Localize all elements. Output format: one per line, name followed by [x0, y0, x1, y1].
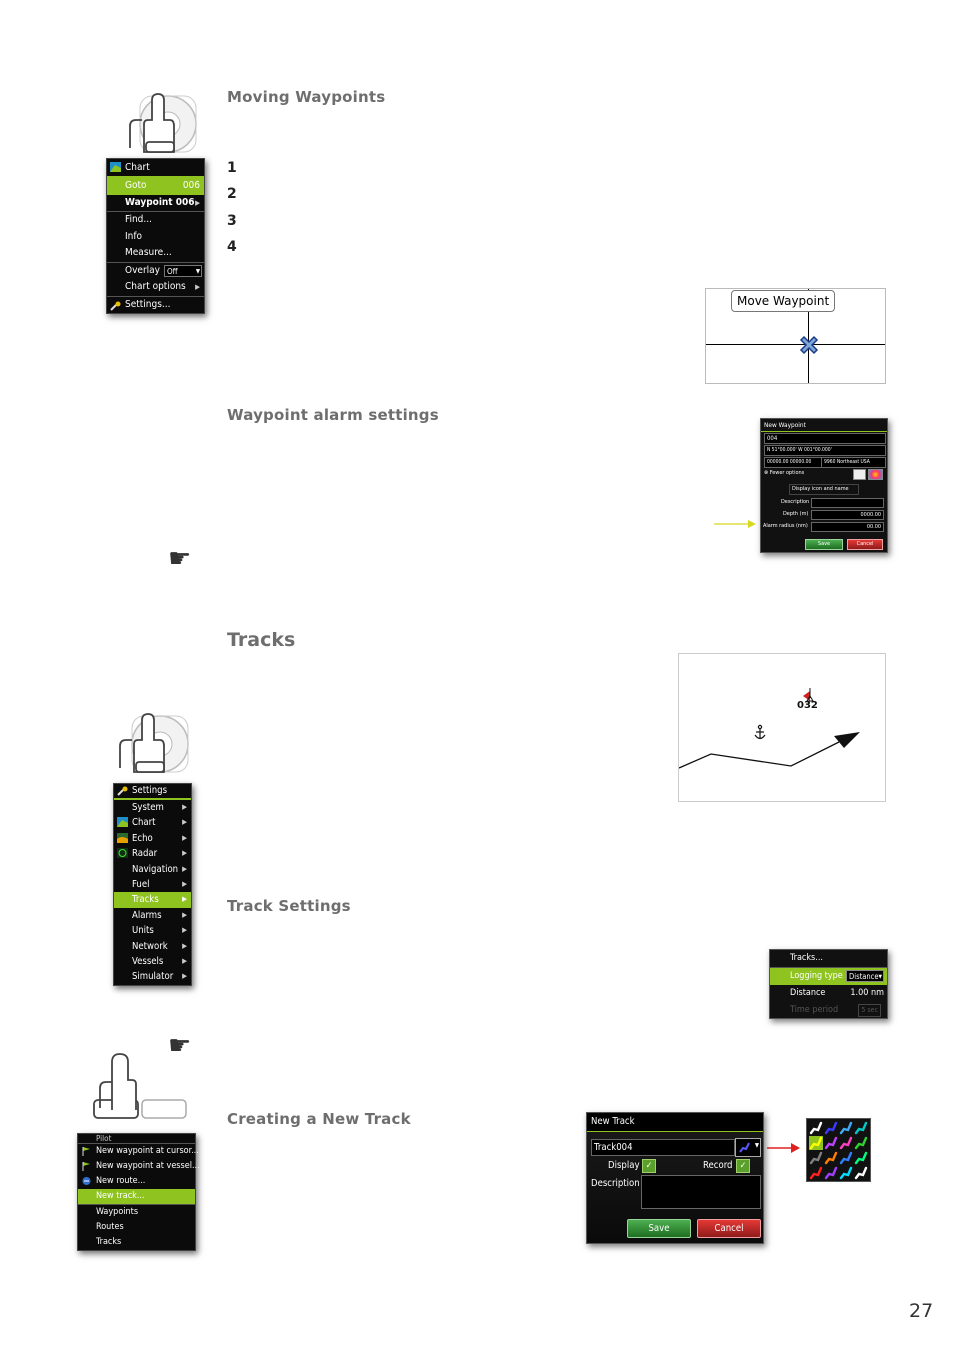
echo-icon [117, 833, 128, 843]
settings-item-alarms[interactable] [114, 908, 191, 923]
track-color-swatch[interactable] [811, 1168, 821, 1178]
step-number-3: 3 [227, 213, 237, 229]
menu-item-waypoint[interactable] [107, 195, 204, 212]
track-cancel-button[interactable] [697, 1219, 761, 1238]
track-color-swatch[interactable] [826, 1168, 836, 1178]
pilot-item-label: New route... [96, 1176, 146, 1186]
chevron-right-icon: ▶ [195, 283, 200, 291]
overlay-value: Off [167, 266, 178, 276]
track-color-swatch[interactable] [856, 1153, 866, 1163]
track-color-swatch[interactable] [826, 1153, 836, 1163]
track-color-select[interactable] [735, 1138, 761, 1157]
moving-waypoints-heading: Moving Waypoints [227, 88, 386, 106]
chevron-right-icon: ▶ [182, 956, 187, 965]
menu-item-label: Chart options [125, 281, 186, 292]
chart-menu-title: Chart [125, 162, 150, 173]
track-settings-panel [769, 949, 888, 1019]
pilot-menu-header [78, 1134, 195, 1144]
menu-item-label: Waypoint 006 [125, 196, 195, 208]
display-checkbox[interactable] [642, 1159, 656, 1173]
logging-type-row[interactable] [770, 968, 887, 985]
fewer-options-label: Fewer options [769, 470, 805, 476]
overlay-select[interactable] [164, 265, 202, 277]
anchor-icon [755, 725, 765, 738]
chart-menu [106, 158, 205, 314]
waypoint-name-field[interactable] [764, 433, 886, 444]
display-value: Display icon and name [792, 486, 849, 492]
waypoint-icon-picker[interactable] [853, 469, 866, 480]
track-name-field[interactable] [591, 1139, 735, 1156]
wrench-icon [117, 786, 128, 796]
settings-item-navigation[interactable] [114, 862, 191, 877]
waypoint-coords-field[interactable] [764, 457, 823, 468]
menu-item-label: Info [125, 230, 143, 242]
menu-item-label: Goto [125, 180, 147, 191]
step-number-4: 4 [227, 239, 237, 255]
chevron-right-icon: ▶ [182, 833, 187, 842]
radar-icon [117, 848, 128, 858]
logging-type-value: Distance [849, 972, 879, 981]
chevron-right-icon: ▶ [182, 849, 187, 858]
move-waypoint-map [705, 288, 886, 384]
menu-item-find[interactable] [107, 211, 204, 229]
chart-icon [110, 162, 121, 172]
button-press-icon [92, 1052, 188, 1122]
rotary-knob-press-icon [122, 90, 202, 156]
distance-value: 1.00 nm [850, 988, 884, 998]
save-button[interactable] [805, 539, 843, 550]
new-track-title-text: New Track [591, 1116, 635, 1127]
distance-row[interactable] [770, 985, 887, 1002]
depth-field[interactable] [811, 510, 884, 520]
track-color-swatch[interactable] [841, 1168, 851, 1178]
settings-item-label: Chart [132, 817, 156, 829]
track-line-drawing [679, 654, 885, 801]
crosshair-horizontal [706, 344, 886, 345]
track-save-button[interactable] [627, 1219, 691, 1238]
pointing-hand-note-icon: ☛ [168, 1031, 192, 1061]
record-label: Record [703, 1160, 733, 1171]
track-chart-view [678, 653, 886, 802]
tracks-panel-title [770, 950, 887, 968]
track-color-swatch[interactable] [811, 1153, 821, 1163]
tracks-heading: Tracks [227, 629, 296, 651]
chevron-right-icon: ▶ [182, 926, 187, 935]
track-save-label: Save [648, 1223, 670, 1234]
pilot-item-waypoints[interactable] [78, 1204, 195, 1220]
track-style-icon [738, 1141, 751, 1154]
settings-item-vessels[interactable] [114, 954, 191, 969]
waypoint-flag-icon [81, 1146, 92, 1156]
alarm-radius-field[interactable] [811, 522, 884, 532]
track-color-swatch[interactable] [856, 1123, 866, 1133]
dialog-title: New Waypoint [761, 419, 887, 432]
alarm-radius-label: Alarm radius (nm) [763, 523, 808, 529]
distance-label: Distance [790, 988, 826, 998]
settings-item-label: Alarms [132, 909, 162, 921]
settings-item-echo[interactable] [114, 831, 191, 846]
chart-menu-header [107, 159, 204, 178]
step-number-2: 2 [227, 186, 237, 202]
track-description-field[interactable] [641, 1175, 761, 1209]
menu-item-goto[interactable] [107, 178, 204, 195]
settings-menu [113, 783, 192, 986]
alarm-radius-value: 00.00 [866, 524, 881, 530]
pilot-item-label: Tracks [96, 1237, 122, 1247]
checkmark-icon: ✓ [739, 1161, 747, 1171]
track-cancel-label: Cancel [714, 1223, 744, 1234]
menu-item-info[interactable] [107, 229, 204, 246]
creating-new-track-heading: Creating a New Track [227, 1110, 411, 1128]
pilot-item-new-track[interactable] [78, 1189, 195, 1204]
new-track-title [587, 1113, 763, 1132]
track-color-swatch[interactable] [826, 1123, 836, 1133]
pilot-item-tracks[interactable] [78, 1235, 195, 1250]
waypoint-alarm-heading: Waypoint alarm settings [227, 406, 439, 424]
settings-item-system[interactable] [114, 800, 191, 815]
track-color-swatch[interactable] [826, 1138, 836, 1148]
settings-item-label: Echo [132, 832, 153, 844]
settings-menu-header [114, 784, 191, 800]
waypoint-flag-icon [81, 1161, 92, 1171]
description-field[interactable] [811, 498, 884, 508]
menu-item-chart-options[interactable] [107, 279, 204, 296]
step-number-1: 1 [227, 160, 237, 176]
pointing-hand-note-icon: ☛ [168, 544, 192, 574]
settings-item-units[interactable] [114, 923, 191, 938]
menu-item-label: Find... [125, 214, 152, 225]
wrench-icon [110, 301, 121, 311]
settings-item-radar[interactable] [114, 846, 191, 861]
pilot-item-label: New waypoint at cursor... [96, 1146, 199, 1156]
time-period-value: 5 sec [858, 1004, 881, 1017]
description-label: Description [781, 499, 810, 505]
track-color-swatch[interactable] [841, 1153, 851, 1163]
waypoint-grid-value: 9960 Northeast USA [824, 459, 870, 465]
fewer-options-button[interactable] [764, 470, 804, 476]
menu-item-measure[interactable] [107, 245, 204, 262]
pilot-item-new-waypoint-vessel[interactable] [78, 1159, 200, 1174]
pilot-item-routes[interactable] [78, 1220, 195, 1235]
track-color-swatch[interactable] [856, 1138, 866, 1148]
time-period-row [770, 1002, 887, 1018]
depth-value: 0000.00 [860, 512, 881, 518]
chevron-right-icon: ▶ [182, 941, 187, 950]
track-name-value: Track004 [594, 1142, 633, 1153]
pilot-item-new-route[interactable] [78, 1174, 195, 1189]
track-description-label: Description [591, 1178, 640, 1189]
track-color-swatch[interactable] [811, 1123, 821, 1133]
chevron-down-icon: ▼ [754, 1142, 759, 1149]
pilot-menu [77, 1133, 200, 1251]
new-track-dialog [586, 1112, 764, 1244]
settings-item-label: Radar [132, 848, 158, 860]
menu-item-settings[interactable] [107, 296, 204, 314]
record-checkbox[interactable] [736, 1159, 750, 1173]
alarm-pointer-arrow-icon [714, 518, 758, 530]
waypoint-grid-select[interactable] [821, 457, 886, 468]
settings-item-label: Simulator [132, 971, 174, 983]
settings-item-label: Units [132, 925, 154, 937]
chevron-right-icon: ▶ [182, 972, 187, 981]
settings-item-tracks[interactable] [114, 892, 191, 907]
cancel-button[interactable] [847, 539, 883, 550]
move-waypoint-label [731, 290, 835, 312]
settings-item-network[interactable] [114, 939, 191, 954]
depth-label: Depth (m) [783, 511, 809, 517]
collapse-icon: ⊗ [764, 470, 770, 476]
chevron-right-icon: ▶ [182, 895, 187, 904]
page-number: 27 [909, 1300, 934, 1322]
settings-item-label: Vessels [132, 955, 164, 967]
pilot-item-label: New waypoint at vessel... [96, 1161, 200, 1171]
new-waypoint-dialog [760, 418, 888, 553]
pilot-menu-title: Pilot [96, 1134, 112, 1143]
track-settings-heading: Track Settings [227, 897, 351, 915]
chevron-right-icon: ▶ [182, 910, 187, 919]
time-period-label: Time period [790, 1005, 839, 1015]
track-color-swatch[interactable] [856, 1168, 866, 1178]
route-icon [81, 1176, 92, 1186]
menu-item-overlay[interactable] [107, 262, 204, 280]
rotary-knob-press-icon [114, 708, 190, 776]
settings-item-simulator[interactable] [114, 969, 191, 984]
goto-value: 006 [182, 180, 200, 191]
waypoint-color-picker[interactable] [868, 469, 883, 480]
tracks-panel-title-text: Tracks... [790, 953, 823, 963]
cancel-label: Cancel [856, 541, 874, 547]
track-color-palette [806, 1118, 871, 1182]
logging-type-select[interactable] [846, 970, 884, 982]
chevron-right-icon: ▶ [195, 198, 200, 207]
menu-item-label: Measure... [125, 247, 172, 258]
settings-menu-title: Settings [132, 785, 168, 796]
track-color-swatches [809, 1121, 870, 1181]
track-color-swatch[interactable] [841, 1138, 851, 1148]
pilot-item-new-waypoint-cursor[interactable] [78, 1144, 199, 1159]
waypoint-position-field[interactable] [764, 445, 886, 456]
settings-item-label: System [132, 802, 164, 813]
chevron-right-icon: ▶ [182, 879, 187, 888]
pilot-item-label: Waypoints [96, 1207, 139, 1217]
chevron-down-icon: ▼ [878, 974, 882, 980]
pilot-item-label: Routes [96, 1222, 124, 1232]
waypoint-coords-value: 00000.00 00000.00 [767, 459, 812, 465]
settings-item-fuel[interactable] [114, 877, 191, 892]
settings-item-chart[interactable] [114, 815, 191, 830]
waypoint-name-value: 004 [767, 435, 778, 442]
move-waypoint-text: Move Waypoint [737, 294, 830, 308]
pilot-item-label: New track... [96, 1191, 145, 1201]
waypoint-number-label: 032 [797, 700, 818, 711]
settings-item-label: Network [132, 940, 168, 952]
chevron-right-icon: ▶ [182, 803, 187, 811]
logging-type-label: Logging type [790, 971, 843, 981]
checkmark-icon: ✓ [645, 1161, 653, 1171]
chevron-down-icon: ▼ [195, 267, 200, 275]
chevron-right-icon: ▶ [182, 864, 187, 873]
waypoint-position-value: N 51°00.000' W 001°00.000' [767, 447, 832, 453]
settings-item-label: Navigation [132, 863, 179, 875]
save-label: Save [817, 541, 831, 547]
settings-item-label: Tracks [132, 894, 159, 906]
color-picker-arrow-icon [767, 1142, 801, 1154]
settings-item-label: Fuel [132, 878, 150, 890]
display-label: Display [608, 1160, 640, 1171]
menu-item-label: Settings... [125, 298, 171, 310]
display-select[interactable] [789, 484, 859, 495]
chevron-right-icon: ▶ [182, 818, 187, 827]
chart-icon [117, 817, 128, 827]
waypoint-marker-icon [798, 334, 820, 356]
menu-item-label: Overlay [125, 264, 160, 276]
track-color-swatch[interactable] [841, 1123, 851, 1133]
